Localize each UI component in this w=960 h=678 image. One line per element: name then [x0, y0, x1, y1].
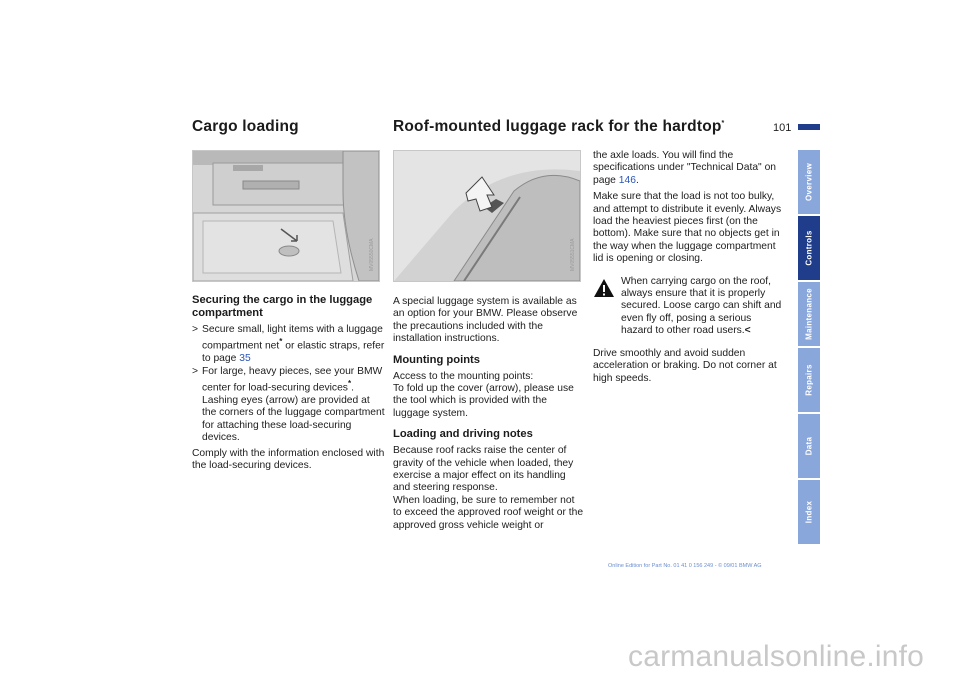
paragraph-mounting: Access to the mounting points: To fold up the cover (arrow), please use the tool which is provided with the luggage system. — [393, 370, 574, 419]
end-marker: < — [744, 325, 751, 337]
paragraph-comply: Comply with the information enclosed with the load-securing devices. — [192, 447, 385, 471]
tab-label: Maintenance — [804, 288, 814, 340]
tab-repairs[interactable] — [798, 348, 820, 412]
bullet-item-small-items — [192, 324, 386, 366]
paragraph-loading-a: Because roof racks raise the center of gravity of the vehicle when loaded, they exercise a major effect on its handling and steering response. — [393, 445, 574, 494]
option-star: * — [721, 119, 725, 127]
bullet-marker: > — [192, 324, 199, 335]
tab-data[interactable] — [798, 414, 820, 478]
warning-text: When carrying cargo on the roof, always ensure that it is properly secured. Loose cargo can shift and even fly off, posing a serious hazard to other road users. — [621, 275, 782, 337]
warning-icon — [593, 278, 615, 298]
photo-code-right: MV05551CMA — [570, 238, 576, 271]
page-link-35[interactable]: 35 — [239, 353, 251, 365]
luggage-compartment-photo — [192, 150, 380, 282]
heading-securing-cargo: Securing the cargo in the luggage compartment — [192, 294, 373, 319]
tab-controls[interactable] — [798, 216, 820, 280]
tab-label: Repairs — [804, 364, 814, 396]
bullet-item-heavy-pieces — [192, 366, 386, 445]
page-link-146[interactable]: 146 — [618, 174, 636, 186]
tab-overview[interactable] — [798, 150, 820, 214]
heading-loading-driving: Loading and driving notes — [393, 428, 533, 441]
paragraph-loading-b: When loading, be sure to remember not to exceed the approved roof weight or the approved gross vehicle weight or — [393, 494, 584, 531]
bullet2-text-b: . Lashing eyes (arrow) are provided at the corners of the luggage compartment for attaching these load-securing devices. — [202, 382, 385, 444]
page-marker-bar — [798, 124, 820, 130]
tab-label: Controls — [804, 230, 814, 266]
bullet2-text-a: For large, heavy pieces, see your BMW center for load-securing devices — [202, 365, 383, 394]
roof-mounting-illustration — [394, 151, 580, 281]
tab-maintenance[interactable] — [798, 282, 820, 346]
option-star: * — [279, 337, 283, 347]
heading-mounting-points: Mounting points — [393, 353, 480, 366]
column-cargo-securing — [192, 294, 386, 476]
section-title-cargo-loading: Cargo loading — [192, 118, 299, 135]
column-roof-rack — [393, 296, 585, 536]
luggage-compartment-illustration — [193, 151, 379, 281]
section-tabs — [798, 150, 820, 546]
axle-loads-period: . — [635, 174, 639, 186]
tab-index[interactable] — [798, 480, 820, 544]
bullet1-text-a: Secure small, light items with a luggage compartment net — [202, 324, 383, 352]
paragraph-intro: A special luggage system is available as an option for your BMW. Please observe the precautions included with the installation instructions. — [393, 296, 578, 345]
bullet-marker: > — [192, 365, 199, 377]
roof-rack-title-text: Roof-mounted luggage rack for the hardtop — [393, 118, 722, 135]
section-title-roof-rack — [393, 118, 724, 136]
paragraph-drive-smoothly: Drive smoothly and avoid sudden acceleration or braking. Do not corner at high speeds. — [593, 347, 777, 384]
watermark-logo: carmanualsonline.info — [628, 640, 925, 673]
roof-mounting-photo — [393, 150, 581, 282]
tab-label: Index — [804, 500, 814, 524]
axle-loads-text: the axle loads. You will find the specifications under "Technical Data" on page — [593, 150, 777, 186]
footer-edition: Online Edition for Part No. 01 41 0 156 249 - © 09/01 BMW AG — [608, 563, 762, 569]
tab-label: Data — [804, 436, 814, 456]
tab-label: Overview — [804, 163, 814, 201]
page-number: 101 — [773, 122, 792, 134]
paragraph-axle-loads — [593, 150, 785, 187]
column-loading-continued — [593, 150, 785, 389]
option-star: * — [347, 379, 352, 389]
paragraph-load-distribution: Make sure that the load is not too bulky, and attempt to distribute it evenly. Always load the heaviest pieces first (on the bottom). Make sure that no objects get in the way when the luggage compartment lid is opening or closing. — [593, 191, 782, 265]
bullet1-text-b: or elastic straps, refer to page — [202, 340, 385, 365]
photo-code-left: MV05550CMA — [369, 238, 375, 271]
warning-block — [593, 276, 785, 338]
